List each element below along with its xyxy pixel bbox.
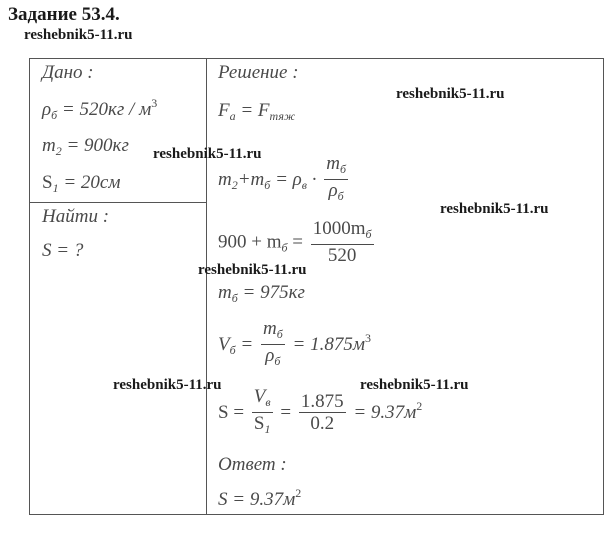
task-title: Задание 53.4. [8,4,120,25]
given-label: Дано : [42,62,94,83]
equation-ballast-mass: $m_б = 975кг$ [218,282,305,305]
answer-expr: $S = 9.37м^2$ [218,486,302,510]
site-watermark: reshebnik5-11.ru [440,201,549,217]
equation-area: S = $\frac{V_в}{S_1}$ = $\frac{1.875}{0.2}$ = $9.37м^2$ [218,386,423,436]
column-divider [206,58,207,515]
site-watermark: reshebnik5-11.ru [360,377,469,393]
equation-forces: $F_a = F_{тяж}$ [218,100,296,123]
site-watermark: reshebnik5-11.ru [153,146,262,162]
given-find-divider [29,202,207,203]
equation-substituted: $900 + m_б$ = $\frac{1000m_б}{520}$ [218,218,372,266]
given-area: $S_1 = 20см$ [42,172,121,195]
solution-label: Решение : [218,62,299,83]
equation-volume: $V_б$ = $\frac{m_б}{\rho_б}$ = $1.875м^3$ [218,318,371,368]
solution-frame [29,58,604,515]
given-mass: $m_2 = 900кг$ [42,135,129,158]
answer-label: Ответ : [218,454,287,475]
given-density: $\rho_б = 520кг / м^3$ [42,96,158,122]
find-label: Найти : [42,206,110,227]
equation-mass-balance: $m_2+m_б = \rho_в$ · $\frac{m_б}{\rho_б}$ [218,153,347,203]
site-watermark: reshebnik5-11.ru [198,262,307,278]
find-expr: S = ? [42,240,84,261]
site-watermark: reshebnik5-11.ru [113,377,222,393]
site-watermark-top: reshebnik5-11.ru [24,27,133,43]
site-watermark: reshebnik5-11.ru [396,86,505,102]
